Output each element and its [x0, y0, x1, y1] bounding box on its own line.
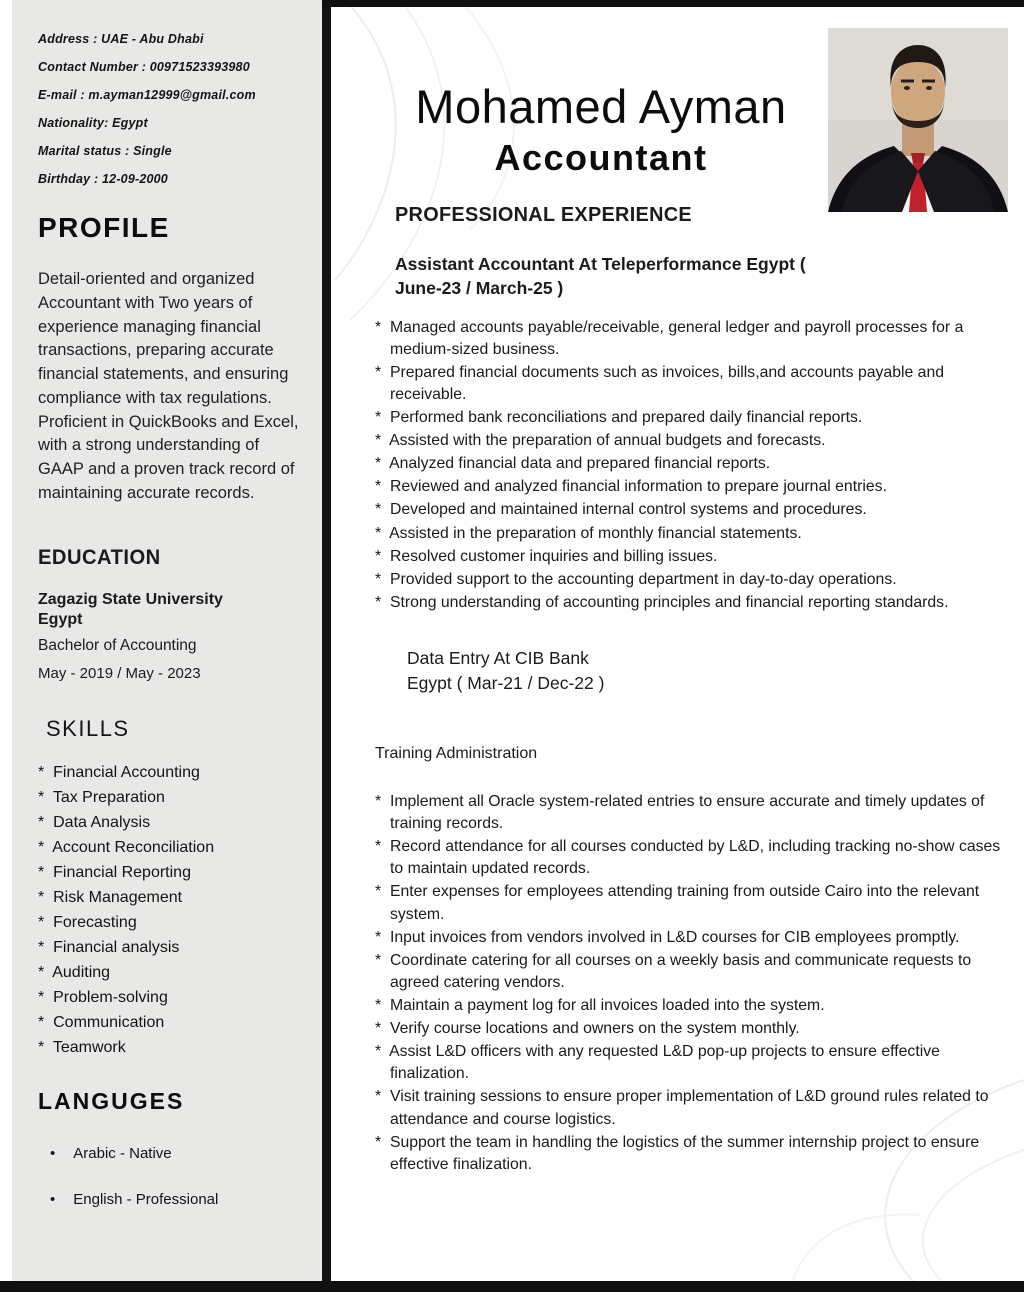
education-heading: EDUCATION — [38, 545, 161, 569]
person-title: Accountant — [494, 137, 708, 179]
languages-heading: LANGUGES — [38, 1088, 185, 1115]
portrait-illustration — [828, 28, 1008, 212]
header-block — [351, 0, 851, 179]
job1-bullet-list — [375, 317, 1016, 614]
skill-item: * Communication — [38, 1010, 300, 1035]
language-item: • English - Professional — [50, 1191, 300, 1208]
profile-heading: PROFILE — [38, 212, 170, 243]
bullet-item: * Coordinate catering for all courses on a weekly basis and communicate requests to agreed catering vendors. — [375, 950, 1016, 994]
contact-line: E-mail : m.ayman12999@gmail.com — [38, 88, 256, 102]
person-name: Mohamed Ayman — [415, 80, 787, 133]
profile-summary: Detail-oriented and organized Accountant with Two years of experience managing financial transactions, preparing accurate financial statements, and ensuring compliance with tax regulations. Proficient in QuickBooks and Excel, with a strong understanding of GAAP and a proven track record of maintaining accurate records. — [38, 270, 299, 502]
skill-item: * Problem-solving — [38, 985, 300, 1010]
job1-title: Assistant Accountant At Teleperformance Egypt ( June-23 / March-25 ) — [395, 254, 806, 298]
bullet-item: * Resolved customer inquiries and billing issues. — [375, 546, 1016, 568]
bullet-item: * Provided support to the accounting department in day-to-day operations. — [375, 569, 1016, 591]
skill-item: * Risk Management — [38, 885, 300, 910]
column-divider — [322, 0, 331, 1292]
experience-heading: PROFESSIONAL EXPERIENCE — [395, 203, 692, 227]
skill-item: * Tax Preparation — [38, 785, 300, 810]
bullet-item: * Enter expenses for employees attending training from outside Cairo into the relevant system. — [375, 881, 1016, 925]
job2-title-line1: Data Entry At CIB Bank — [407, 648, 589, 669]
bullet-item: * Reviewed and analyzed financial information to prepare journal entries. — [375, 476, 1016, 498]
skill-item: * Data Analysis — [38, 810, 300, 835]
bullet-item: * Assist L&D officers with any requested L&D pop-up projects to ensure effective finalization. — [375, 1041, 1016, 1085]
bullet-item: * Managed accounts payable/receivable, general ledger and payroll processes for a medium-sized business. — [375, 317, 1016, 361]
contact-line: Birthday : 12-09-2000 — [38, 172, 168, 186]
job2-title — [407, 646, 1016, 695]
education-dates: May - 2019 / May - 2023 — [38, 665, 201, 683]
skills-list — [38, 760, 300, 1060]
bottom-border — [0, 1281, 1024, 1292]
contact-line: Nationality: Egypt — [38, 116, 148, 130]
contact-line: Marital status : Single — [38, 144, 172, 158]
contact-list — [38, 32, 300, 186]
bullet-item: * Support the team in handling the logistics of the summer internship project to ensure effective finalization. — [375, 1132, 1016, 1176]
skill-item: * Financial Reporting — [38, 860, 300, 885]
skill-item: * Financial analysis — [38, 935, 300, 960]
bullet-item: * Verify course locations and owners on the system monthly. — [375, 1018, 1016, 1040]
bullet-item: * Strong understanding of accounting principles and financial reporting standards. — [375, 592, 1016, 614]
sidebar — [0, 0, 322, 1292]
skills-heading: SKILLS — [46, 716, 130, 742]
bullet-item: * Maintain a payment log for all invoices loaded into the system. — [375, 995, 1016, 1017]
languages-list — [38, 1145, 300, 1208]
skill-item: * Auditing — [38, 960, 300, 985]
job2-title-line2: Egypt ( Mar-21 / Dec-22 ) — [407, 672, 605, 693]
contact-line: Address : UAE - Abu Dhabi — [38, 32, 204, 46]
bullet-item: * Analyzed financial data and prepared financial reports. — [375, 453, 1016, 475]
bullet-item: * Implement all Oracle system-related entries to ensure accurate and timely updates of training records. — [375, 791, 1016, 835]
contact-line: Contact Number : 00971523393980 — [38, 60, 250, 74]
education-degree: Bachelor of Accounting — [38, 637, 197, 655]
skill-item: * Teamwork — [38, 1035, 300, 1060]
skill-item: * Forecasting — [38, 910, 300, 935]
bullet-item: * Performed bank reconciliations and prepared daily financial reports. — [375, 407, 1016, 429]
bullet-item: * Input invoices from vendors involved in L&D courses for CIB employees promptly. — [375, 927, 1016, 949]
job2-subtitle: Training Administration — [375, 745, 538, 763]
language-item: • Arabic - Native — [50, 1145, 300, 1162]
skill-item: * Financial Accounting — [38, 760, 300, 785]
top-border — [322, 0, 1024, 7]
skill-item: * Account Reconciliation — [38, 835, 300, 860]
education-school: Zagazig State University Egypt — [38, 590, 223, 629]
main-content — [331, 0, 1024, 1292]
bullet-item: * Assisted with the preparation of annual budgets and forecasts. — [375, 430, 1016, 452]
bullet-item: * Visit training sessions to ensure proper implementation of L&D ground rules related to attendance and course logistics. — [375, 1086, 1016, 1130]
bullet-item: * Assisted in the preparation of monthly financial statements. — [375, 523, 1016, 545]
profile-photo — [828, 28, 1008, 212]
bullet-item: * Developed and maintained internal control systems and procedures. — [375, 499, 1016, 521]
bullet-item: * Prepared financial documents such as invoices, bills,and accounts payable and receivable. — [375, 362, 1016, 406]
bullet-item: * Record attendance for all courses conducted by L&D, including tracking no-show cases to maintain updated records. — [375, 836, 1016, 880]
job2-bullet-list — [375, 791, 1016, 1176]
